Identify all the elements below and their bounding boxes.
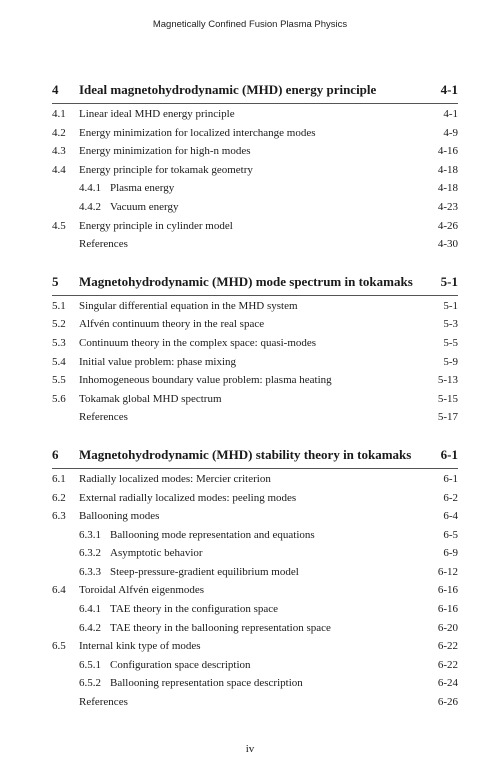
section-entry <box>52 473 458 492</box>
entry-title: Radially localized modes: Mercier criterion <box>79 472 271 485</box>
entry-page: 6-1 <box>443 472 458 485</box>
chapter-page: 4-1 <box>440 82 458 97</box>
section-number: 4.4 <box>52 163 66 176</box>
entry-page: 6-22 <box>437 658 458 671</box>
chapter-rule <box>52 103 458 104</box>
chapter-heading <box>52 82 458 102</box>
entry-title: Energy principle in cylinder model <box>79 219 233 232</box>
entry-page: 4-16 <box>437 145 458 158</box>
entry-title: References <box>79 411 128 424</box>
entry-page: 5-15 <box>437 392 458 405</box>
section-number: 5.3 <box>52 336 66 349</box>
section-number: 4.5 <box>52 219 66 232</box>
section-entry <box>52 108 458 127</box>
entry-title: Vacuum energy <box>110 200 179 213</box>
entry-title: External radially localized modes: peeling modes <box>79 491 297 504</box>
entry-page: 6-12 <box>437 565 458 578</box>
section-number: 6.4 <box>52 584 66 597</box>
entry-page: 6-26 <box>437 696 458 709</box>
section-number: 5.1 <box>52 299 66 312</box>
section-number: 6.1 <box>52 472 66 485</box>
entry-page: 5-9 <box>443 355 458 368</box>
subsection-entry <box>52 182 458 201</box>
section-list <box>52 300 458 430</box>
entry-page: 4-9 <box>443 126 458 139</box>
chapter-4 <box>52 82 458 257</box>
entry-page: 4-1 <box>443 108 458 120</box>
section-entry <box>52 374 458 393</box>
entry-title: Internal kink type of modes <box>79 640 201 653</box>
chapter-number: 6 <box>52 446 59 462</box>
section-number: 6.5 <box>52 640 66 653</box>
entry-page: 4-26 <box>437 219 458 232</box>
entry-title: Alfvén continuum theory in the real space <box>79 318 265 331</box>
entry-page: 6-4 <box>443 510 458 523</box>
subsection-number: 4.4.2 <box>79 200 101 213</box>
entry-page: 6-16 <box>437 603 458 616</box>
subsection-entry <box>52 547 458 566</box>
subsection-entry <box>52 529 458 548</box>
section-number: 6.2 <box>52 491 66 504</box>
entry-page: 5-3 <box>443 318 458 331</box>
chapter-5 <box>52 274 458 430</box>
section-entry <box>52 393 458 412</box>
entry-page: 6-24 <box>437 677 458 690</box>
section-entry <box>52 300 458 319</box>
section-number: 4.1 <box>52 108 66 120</box>
chapter-page: 6-1 <box>440 446 458 462</box>
section-entry <box>52 127 458 146</box>
entry-title: TAE theory in the ballooning representation space <box>110 621 331 634</box>
section-entry <box>52 145 458 164</box>
entry-title: Ballooning mode representation and equations <box>110 528 315 541</box>
entry-title: Configuration space description <box>110 658 251 671</box>
entry-title: References <box>79 696 128 709</box>
section-number: 5.6 <box>52 392 66 405</box>
entry-page: 6-9 <box>443 547 458 560</box>
entry-title: Linear ideal MHD energy principle <box>79 108 235 120</box>
subsection-number: 6.5.2 <box>79 677 101 690</box>
entry-title: Plasma energy <box>110 182 175 195</box>
chapter-heading <box>52 447 458 467</box>
section-entry <box>52 640 458 659</box>
section-entry <box>52 318 458 337</box>
entry-page: 5-13 <box>437 374 458 387</box>
entry-page: 5-1 <box>443 299 458 312</box>
section-entry <box>52 696 458 715</box>
table-of-contents <box>52 82 458 732</box>
entry-title: Steep-pressure-gradient equilibrium model <box>110 565 299 578</box>
entry-title: Tokamak global MHD spectrum <box>79 392 222 405</box>
subsection-number: 6.4.2 <box>79 621 101 634</box>
chapter-title: Magnetohydrodynamic (MHD) mode spectrum in tokamaks <box>79 273 413 289</box>
entry-title: References <box>79 238 128 251</box>
entry-page: 6-5 <box>443 528 458 541</box>
section-list <box>52 473 458 715</box>
section-number: 6.3 <box>52 510 66 523</box>
entry-page: 6-2 <box>443 491 458 504</box>
running-head: Magnetically Confined Fusion Plasma Physics <box>152 19 348 30</box>
chapter-heading <box>52 274 458 294</box>
entry-title: Asymptotic behavior <box>110 547 203 560</box>
section-entry <box>52 164 458 183</box>
section-number: 5.4 <box>52 355 66 368</box>
entry-title: Initial value problem: phase mixing <box>79 355 237 368</box>
entry-page: 4-30 <box>437 238 458 251</box>
section-number: 5.2 <box>52 318 66 331</box>
chapter-title: Magnetohydrodynamic (MHD) stability theory in tokamaks <box>79 446 412 462</box>
entry-title: Ballooning modes <box>79 510 160 523</box>
subsection-number: 6.3.1 <box>79 528 101 541</box>
entry-page: 6-20 <box>437 621 458 634</box>
section-entry <box>52 220 458 239</box>
subsection-entry <box>52 677 458 696</box>
section-number: 4.3 <box>52 145 66 158</box>
section-entry <box>52 238 458 257</box>
entry-title: Continuum theory in the complex space: quasi-modes <box>79 336 317 349</box>
entry-title: Ballooning representation space description <box>110 677 303 690</box>
section-entry <box>52 356 458 375</box>
chapter-rule <box>52 468 458 469</box>
section-entry <box>52 337 458 356</box>
chapter-title: Ideal magnetohydrodynamic (MHD) energy principle <box>79 82 377 97</box>
entry-title: TAE theory in the configuration space <box>110 603 279 616</box>
entry-page: 6-16 <box>437 584 458 597</box>
entry-page: 4-23 <box>437 200 458 213</box>
chapter-rule <box>52 295 458 296</box>
subsection-number: 6.5.1 <box>79 658 101 671</box>
subsection-entry <box>52 201 458 220</box>
subsection-entry <box>52 603 458 622</box>
section-list <box>52 108 458 257</box>
subsection-number: 6.4.1 <box>79 603 101 616</box>
section-entry <box>52 584 458 603</box>
entry-title: Energy minimization for high-n modes <box>79 145 251 158</box>
entry-title: Singular differential equation in the MHD system <box>79 299 298 312</box>
entry-title: Energy principle for tokamak geometry <box>79 163 253 176</box>
section-entry <box>52 492 458 511</box>
entry-page: 5-5 <box>443 336 458 349</box>
chapter-6 <box>52 447 458 715</box>
section-entry <box>52 411 458 430</box>
entry-title: Inhomogeneous boundary value problem: plasma heating <box>79 374 332 387</box>
entry-title: Energy minimization for localized interchange modes <box>79 126 316 139</box>
chapter-number: 4 <box>52 82 59 97</box>
subsection-entry <box>52 622 458 641</box>
entry-page: 4-18 <box>437 163 458 176</box>
subsection-number: 6.3.3 <box>79 565 101 578</box>
entry-page: 6-22 <box>437 640 458 653</box>
subsection-number: 4.4.1 <box>79 182 101 195</box>
entry-title: Toroidal Alfvén eigenmodes <box>79 584 205 597</box>
subsection-entry <box>52 659 458 678</box>
page-number: iv <box>245 743 255 755</box>
entry-page: 5-17 <box>437 411 458 424</box>
section-number: 5.5 <box>52 374 66 387</box>
entry-page: 4-18 <box>437 182 458 195</box>
chapter-page: 5-1 <box>440 273 458 289</box>
section-number: 4.2 <box>52 126 66 139</box>
chapter-number: 5 <box>52 273 59 289</box>
section-entry <box>52 510 458 529</box>
subsection-entry <box>52 566 458 585</box>
subsection-number: 6.3.2 <box>79 547 101 560</box>
